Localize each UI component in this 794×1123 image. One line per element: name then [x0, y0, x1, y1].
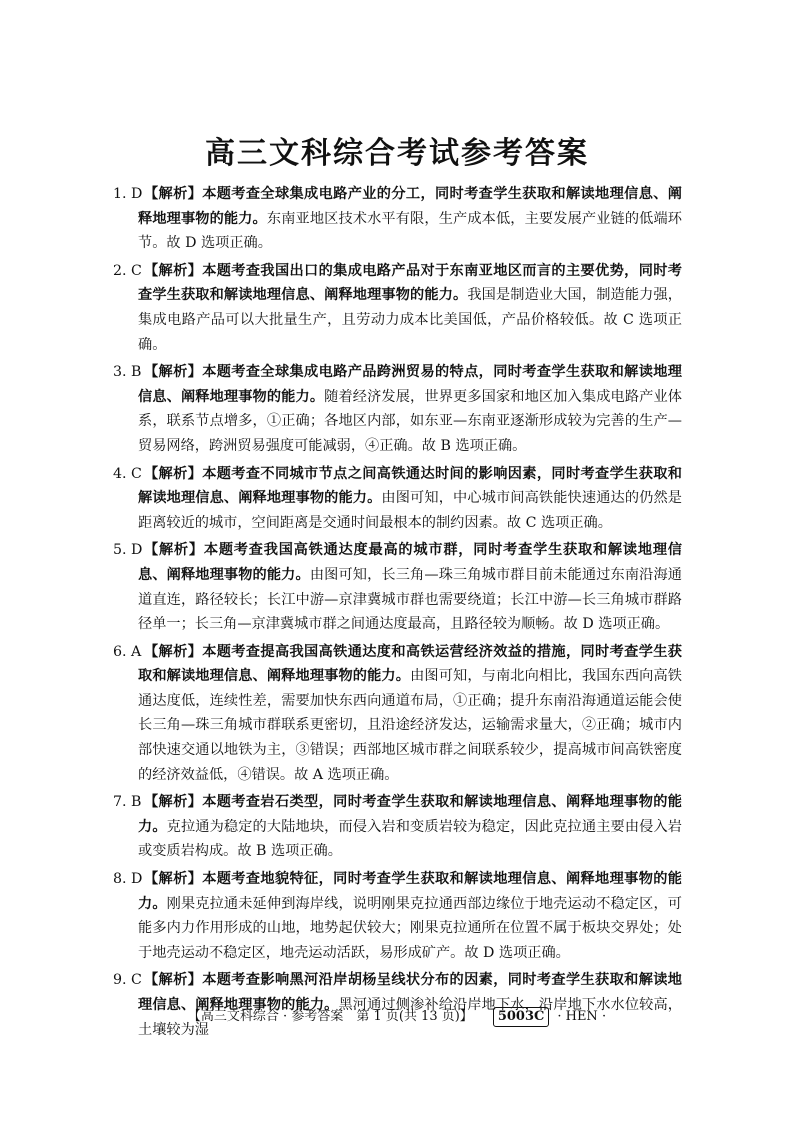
answer-body: 黑河通过侧渗补给沿岸地下水，沿岸地下水水位较高，土壤较为湿: [138, 997, 682, 1038]
answer-number: 5. D: [113, 542, 143, 559]
answer-lead: 本题考查全球集成电路产业的分工，同时考查学生获取和解读地理信息、阐释地理事物的能力。: [138, 186, 682, 227]
analysis-tag: 【解析】: [144, 643, 203, 660]
page-footer: [0, 1005, 794, 1027]
answer-item: [115, 790, 682, 864]
answer-body: 刚果克拉通未延伸到海岸线，说明刚果克拉通西部边缘位于地壳运动不稳定区，可能多内力作用形成的山地，地势起伏较大；刚果克拉通所在位置不属于板块交界处；处于地壳运动不稳定区，地壳运动活跃，易形成矿产。故 D 选项正确。: [138, 895, 682, 961]
answer-number: 6. A: [113, 643, 142, 660]
answer-lead: 本题考查不同城市节点之间高铁通达时间的影响因素，同时考查学生获取和解读地理信息、阐释地理事物的能力。: [138, 465, 682, 507]
answer-body: 由图可知，长三角—珠三角城市群目前未能通过东南沿海通道直连，路径较长；长江中游—京津冀城市群也需要绕道；长江中游—长三角城市群路径单一；长三角—京津冀城市群之间通达度最高，且路径较为顺畅。故 D 选项正确。: [138, 566, 682, 633]
analysis-tag: 【解析】: [144, 465, 203, 482]
answer-number: 1. D: [113, 186, 143, 202]
page-title: 高三文科综合考试参考答案: [205, 136, 589, 171]
answer-lead: 本题考查我国高铁通达度最高的城市群，同时考查学生获取和解读地理信息、阐释地理事物的能力。: [138, 542, 682, 583]
answer-item: [115, 867, 682, 965]
footer-text: 【高三文科综合 · 参考答案 第 1 页(共 13 页)】: [187, 1009, 473, 1024]
answer-number: 4. C: [113, 465, 142, 482]
answer-lead: 本题考查提高我国高铁通达度和高铁运营经济效益的措施，同时考查学生获取和解读地理信息、阐释地理事物的能力。: [138, 643, 682, 685]
exam-code-badge: 5003C: [493, 1007, 550, 1027]
answer-number: 3. B: [113, 364, 142, 381]
analysis-tag: 【解析】: [144, 542, 204, 559]
analysis-tag: 【解析】: [144, 794, 203, 811]
answer-lead: 本题考查全球集成电路产品跨洲贸易的特点，同时考查学生获取和解读地理信息、阐释地理事物的能力。: [138, 364, 682, 405]
answer-lead: 本题考查我国出口的集成电路产品对于东南亚地区而言的主要优势，同时考查学生获取和解读地理信息、阐释地理事物的能力。: [138, 262, 682, 304]
answer-list: [115, 182, 682, 1045]
answer-item: [115, 259, 682, 357]
answer-number: 7. B: [113, 794, 142, 811]
answer-item: [115, 462, 682, 536]
analysis-tag: 【解析】: [144, 262, 203, 279]
answer-item: [115, 182, 682, 256]
answer-body: 克拉通为稳定的大陆地块，而侵入岩和变质岩较为稳定，因此克拉通主要由侵入岩或变质岩构成。故 B 选项正确。: [138, 818, 682, 860]
answer-body: 随着经济发展，世界更多国家和地区加入集成电路产业体系，联系节点增多，①正确；各地区内部，如东亚—东南亚逐渐形成较为完善的生产—贸易网络，跨洲贸易强度可能减弱，④正确。故 B 选项正确。: [138, 388, 682, 454]
answer-item: [115, 640, 682, 788]
answer-number: 8. D: [113, 871, 143, 888]
analysis-tag: 【解析】: [144, 364, 203, 381]
answer-body: 由图可知，中心城市间高铁能快速通达的仍然是距离较近的城市，空间距离是交通时间最根本的制约因素。故 C 选项正确。: [138, 490, 682, 531]
region-code: · HEN ·: [557, 1009, 607, 1024]
answer-body: 由图可知，与南北向相比，我国东西向高铁通达度低，连续性差，需要加快东西向通道布局，①正确；提升东南沿海通道运能会使长三角—珠三角城市群联系更密切，且沿途经济发达，运输需求量大，②正确；城市内部快速交通以地铁为主，③错误；西部地区城市群之间联系较少，提高城市间高铁密度的经济效益低，④错误。故 A 选项正确。: [138, 668, 682, 783]
answer-item: [115, 538, 682, 636]
answer-lead: 本题考查地貌特征，同时考查学生获取和解读地理信息、阐释地理事物的能力。: [138, 871, 682, 912]
answer-lead: 本题考查影响黑河沿岸胡杨呈线状分布的因素，同时考查学生获取和解读地理信息、阐释地理事物的能力。: [138, 972, 682, 1013]
answer-body: 东南亚地区技术水平有限，生产成本低，主要发展产业链的低端环节。故 D 选项正确。: [138, 210, 682, 252]
analysis-tag: 【解析】: [144, 186, 203, 202]
answer-lead: 本题考查岩石类型，同时考查学生获取和解读地理信息、阐释地理事物的能力。: [138, 794, 682, 835]
answer-body: 我国是制造业大国，制造能力强，集成电路产品可以大批量生产，且劳动力成本比美国低，产品价格较低。故 C 选项正确。: [138, 287, 682, 353]
analysis-tag: 【解析】: [144, 972, 203, 989]
answer-number: 9. C: [113, 972, 142, 989]
answer-number: 2. C: [113, 262, 142, 279]
answer-item: [115, 360, 682, 458]
analysis-tag: 【解析】: [144, 871, 203, 888]
